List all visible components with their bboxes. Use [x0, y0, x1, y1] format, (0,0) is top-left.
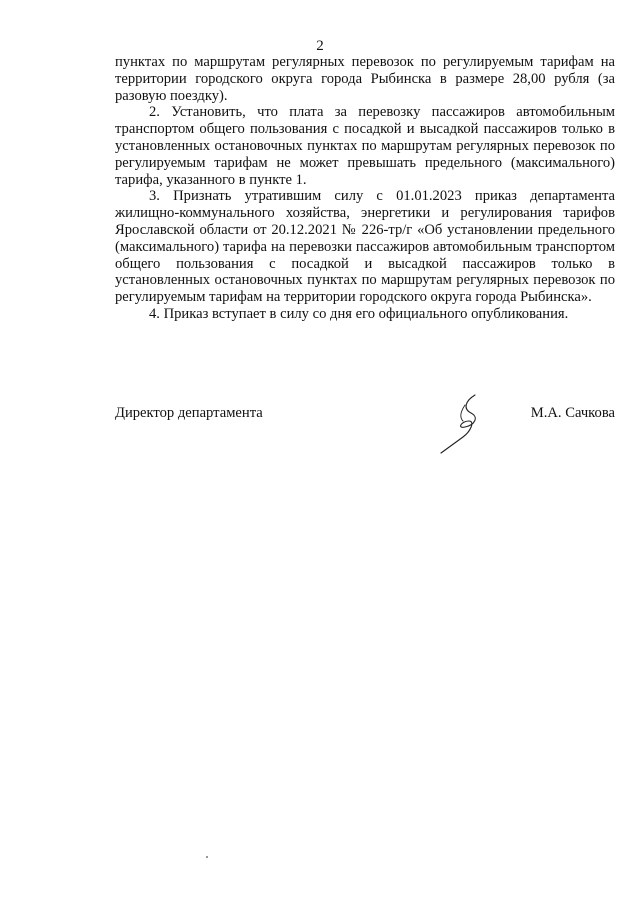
document-body	[115, 54, 615, 323]
signature-block	[115, 405, 615, 465]
handwritten-signature	[435, 391, 495, 461]
paragraph-4: 4. Приказ вступает в силу со дня его официального опубликования.	[149, 305, 569, 322]
paragraph-2: 2. Установить, что плата за перевозку пассажиров автомобильным транспортом общего пользования с посадкой и высадкой пассажиров только в установленных остановочных пунктах по маршрутам регулярных перевозок по регулируемым тарифам не может превышать предельного (максимального) тарифа, указанного в пункте 1.	[115, 104, 615, 188]
scan-speck	[206, 856, 208, 858]
paragraph-1: пунктах по маршрутам регулярных перевозок по регулируемым тарифам на территории городского округа города Рыбинска в размере 28,00 рубля (за разовую поездку).	[115, 54, 615, 104]
signatory-title: Директор департамента	[115, 405, 263, 421]
page-number: 2	[316, 38, 324, 54]
signatory-name: М.А. Сачкова	[530, 405, 615, 421]
paragraph-3: 3. Признать утратившим силу с 01.01.2023 приказ департамента жилищно-коммунального хозяйства, энергетики и регулирования тарифов Ярославской области от 20.12.2021 № 226-тр/г «Об установлении предельного (максимального) тарифа на перевозки пассажиров автомобильным транспортом общего пользования с посадкой и высадкой пассажиров только в установленных остановочных пунктах по маршрутам регулярных перевозок по регулируемым тарифам на территории городского округа города Рыбинска».	[115, 188, 615, 306]
